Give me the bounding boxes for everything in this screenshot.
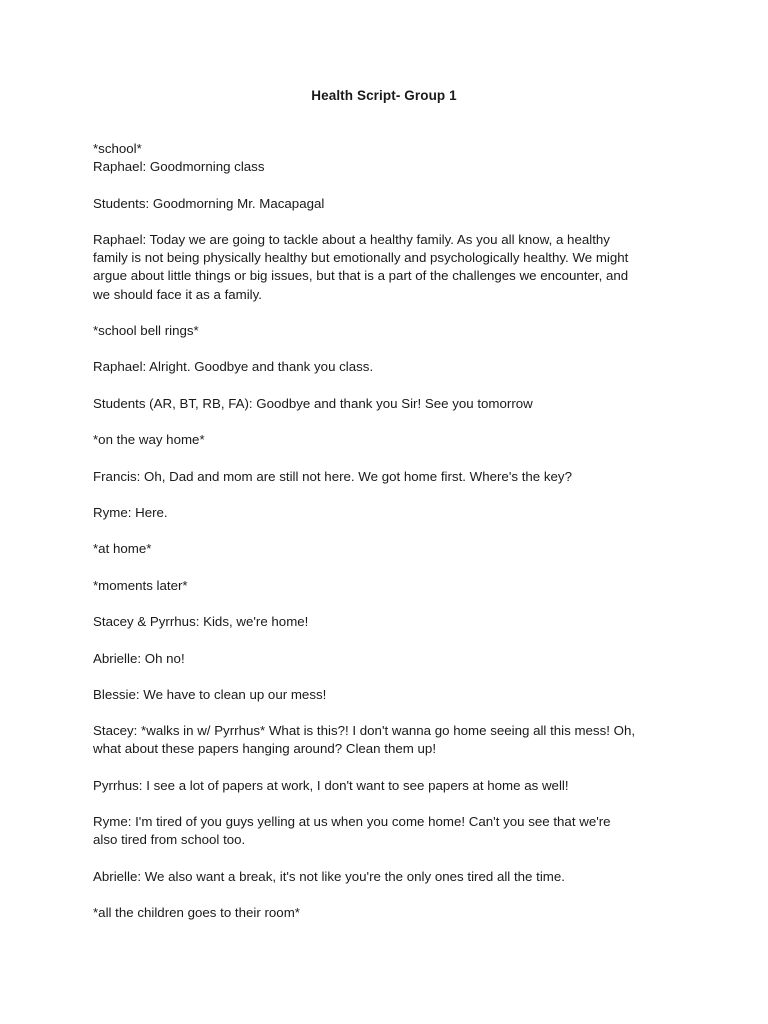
script-paragraph bbox=[93, 195, 683, 213]
script-line: what about these papers hanging around? Clean them up! bbox=[93, 741, 437, 757]
script-line: *at home* bbox=[93, 541, 152, 557]
script-paragraph bbox=[93, 431, 683, 449]
script-paragraph bbox=[93, 813, 683, 849]
script-line: Abrielle: Oh no! bbox=[93, 650, 185, 666]
script-line: family is not being physically healthy but emotionally and psychologically healthy. We might bbox=[93, 250, 629, 266]
script-paragraph bbox=[93, 686, 683, 704]
script-line: Ryme: Here. bbox=[93, 504, 168, 520]
script-paragraph bbox=[93, 504, 683, 522]
script-paragraph bbox=[93, 395, 683, 413]
script-line: Stacey & Pyrrhus: Kids, we're home! bbox=[93, 614, 309, 630]
script-body bbox=[93, 140, 683, 941]
script-line: Pyrrhus: I see a lot of papers at work, I don't want to see papers at home as well! bbox=[93, 777, 569, 793]
script-paragraph bbox=[93, 722, 683, 758]
script-paragraph bbox=[93, 904, 683, 922]
script-line: Raphael: Alright. Goodbye and thank you class. bbox=[93, 359, 374, 375]
script-line: we should face it as a family. bbox=[93, 286, 262, 302]
script-paragraph bbox=[93, 577, 683, 595]
script-paragraph bbox=[93, 613, 683, 631]
script-line: *all the children goes to their room* bbox=[93, 905, 300, 921]
script-paragraph bbox=[93, 540, 683, 558]
script-line: argue about little things or big issues, but that is a part of the challenges we encounter, and bbox=[93, 268, 629, 284]
script-paragraph bbox=[93, 140, 683, 176]
script-paragraph bbox=[93, 868, 683, 886]
script-paragraph bbox=[93, 468, 683, 486]
script-line: Raphael: Goodmorning class bbox=[93, 159, 265, 175]
document-title: Health Script- Group 1 bbox=[311, 88, 457, 103]
script-paragraph bbox=[93, 777, 683, 795]
script-line: Francis: Oh, Dad and mom are still not here. We got home first. Where's the key? bbox=[93, 468, 572, 484]
script-line: Stacey: *walks in w/ Pyrrhus* What is this?! I don't wanna go home seeing all this mess! Oh, bbox=[93, 723, 636, 739]
script-line: Students: Goodmorning Mr. Macapagal bbox=[93, 195, 325, 211]
script-line: Raphael: Today we are going to tackle about a healthy family. As you all know, a healthy bbox=[93, 231, 610, 247]
script-line: also tired from school too. bbox=[93, 832, 246, 848]
script-line: Ryme: I'm tired of you guys yelling at us when you come home! Can't you see that we're bbox=[93, 814, 611, 830]
script-paragraph bbox=[93, 231, 683, 304]
script-line: *school* bbox=[93, 141, 142, 156]
script-line: Students (AR, BT, RB, FA): Goodbye and thank you Sir! See you tomorrow bbox=[93, 395, 533, 411]
script-line: Blessie: We have to clean up our mess! bbox=[93, 686, 327, 702]
script-paragraph bbox=[93, 650, 683, 668]
script-line: Abrielle: We also want a break, it's not like you're the only ones tired all the time. bbox=[93, 868, 565, 884]
script-line: *on the way home* bbox=[93, 432, 205, 448]
script-line: *moments later* bbox=[93, 577, 188, 593]
script-paragraph bbox=[93, 358, 683, 376]
script-paragraph bbox=[93, 322, 683, 340]
script-line: *school bell rings* bbox=[93, 322, 199, 338]
